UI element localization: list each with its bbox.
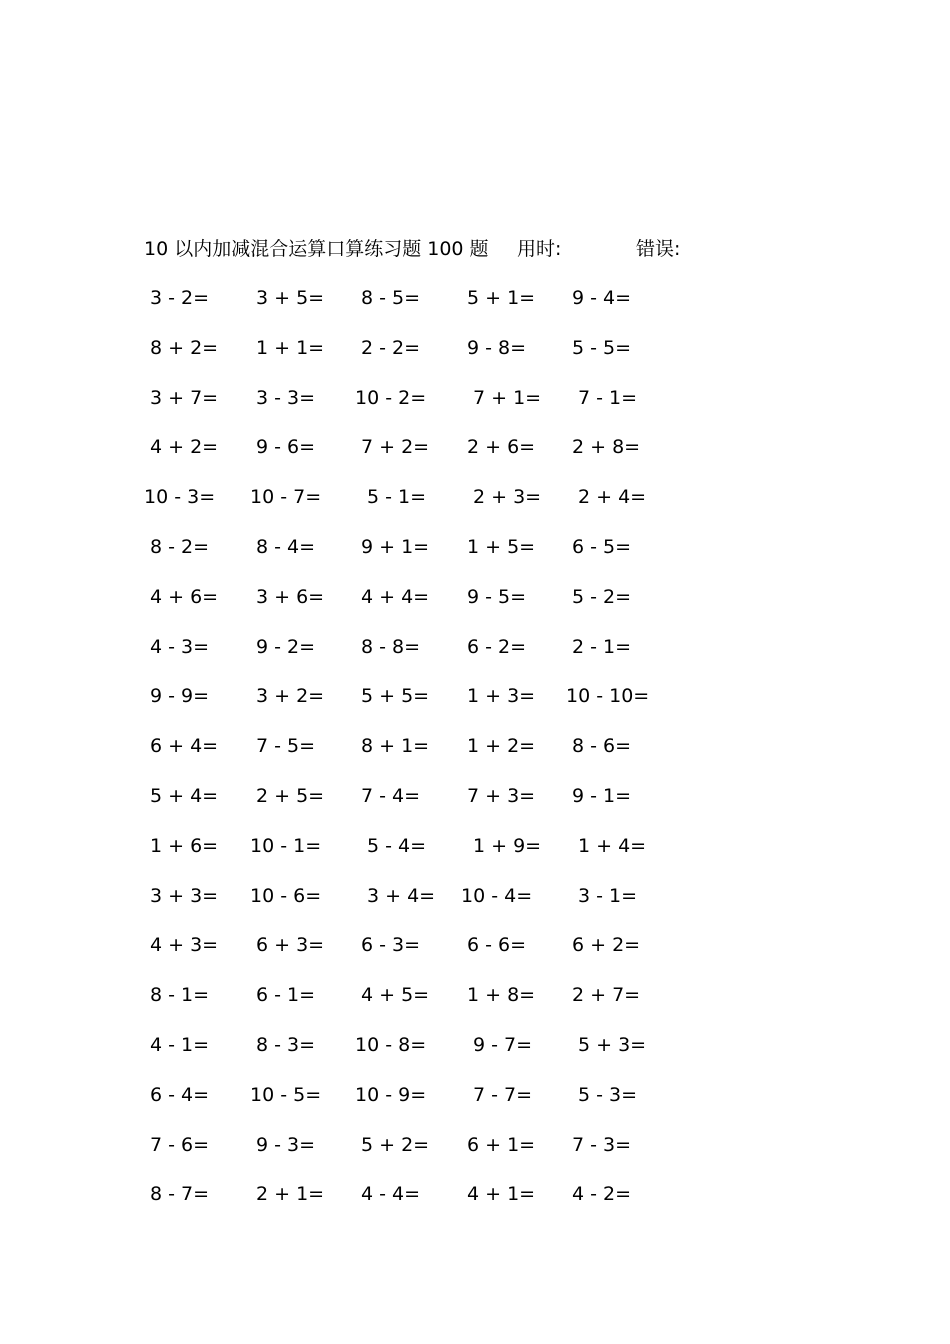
problem-cell: 5 + 5= xyxy=(361,685,430,708)
problem-row xyxy=(144,383,684,433)
problem-cell: 9 - 3= xyxy=(256,1133,316,1156)
problem-cell: 10 - 2= xyxy=(355,386,427,409)
problem-cell: 4 + 1= xyxy=(467,1183,536,1206)
problem-cell: 4 - 4= xyxy=(361,1183,421,1206)
problem-cell: 7 - 7= xyxy=(473,1083,533,1106)
problem-cell: 7 + 2= xyxy=(361,436,430,459)
problem-cell: 3 - 1= xyxy=(578,884,638,907)
problem-cell: 5 - 5= xyxy=(572,336,632,359)
problem-cell: 5 + 1= xyxy=(467,287,536,309)
problem-cell: 5 - 2= xyxy=(572,585,632,608)
problem-cell: 6 - 6= xyxy=(467,934,527,957)
problem-row xyxy=(144,681,684,731)
problem-cell: 8 + 2= xyxy=(150,336,219,359)
problem-cell: 8 - 3= xyxy=(256,1033,316,1056)
problem-cell: 5 + 4= xyxy=(150,784,219,807)
problem-cell: 2 + 7= xyxy=(572,984,641,1007)
problem-cell: 4 - 3= xyxy=(150,635,210,658)
problem-cell: 8 + 1= xyxy=(361,735,430,758)
problem-cell: 1 + 4= xyxy=(578,834,647,857)
problem-cell: 6 + 1= xyxy=(467,1133,536,1156)
problem-cell: 1 + 2= xyxy=(467,735,536,758)
problem-cell: 10 - 9= xyxy=(355,1083,427,1106)
worksheet-header xyxy=(144,234,744,264)
problem-cell: 6 - 4= xyxy=(150,1083,210,1106)
problem-cell: 9 - 6= xyxy=(256,436,316,459)
problem-row xyxy=(144,980,684,1030)
problem-cell: 7 - 3= xyxy=(572,1133,632,1156)
problem-cell: 2 + 3= xyxy=(473,486,542,509)
problem-row xyxy=(144,1130,684,1180)
problem-row xyxy=(144,1179,684,1229)
problem-cell: 8 - 1= xyxy=(150,984,210,1007)
problem-cell: 1 + 5= xyxy=(467,535,536,558)
problem-cell: 4 + 3= xyxy=(150,934,219,957)
problem-cell: 10 - 4= xyxy=(461,884,533,907)
problem-row xyxy=(144,632,684,682)
problem-row xyxy=(144,582,684,632)
problem-row xyxy=(144,881,684,931)
problem-cell: 1 + 8= xyxy=(467,984,536,1007)
problem-cell: 9 - 1= xyxy=(572,784,632,807)
problem-cell: 3 + 3= xyxy=(150,884,219,907)
problem-cell: 6 + 2= xyxy=(572,934,641,957)
problem-row xyxy=(144,333,684,383)
problem-cell: 1 + 6= xyxy=(150,834,219,857)
problem-row xyxy=(144,1080,684,1130)
problem-row xyxy=(144,831,684,881)
problem-cell: 8 - 4= xyxy=(256,535,316,558)
problem-cell: 4 + 5= xyxy=(361,984,430,1007)
problem-cell: 7 + 3= xyxy=(467,784,536,807)
problem-cell: 4 - 2= xyxy=(572,1183,632,1206)
problem-cell: 6 + 3= xyxy=(256,934,325,957)
problem-cell: 8 - 5= xyxy=(361,287,421,309)
problem-cell: 6 - 5= xyxy=(572,535,632,558)
problem-cell: 5 - 3= xyxy=(578,1083,638,1106)
problem-cell: 6 + 4= xyxy=(150,735,219,758)
problem-cell: 9 + 1= xyxy=(361,535,430,558)
problem-cell: 8 - 2= xyxy=(150,535,210,558)
problem-cell: 8 - 6= xyxy=(572,735,632,758)
problem-cell: 9 - 8= xyxy=(467,336,527,359)
problem-cell: 5 - 1= xyxy=(367,486,427,509)
problem-row xyxy=(144,432,684,482)
problem-cell: 3 + 7= xyxy=(150,386,219,409)
problem-cell: 3 - 2= xyxy=(150,287,210,309)
errors-label: 错误: xyxy=(636,238,681,260)
problem-cell: 5 + 3= xyxy=(578,1033,647,1056)
problem-cell: 4 - 1= xyxy=(150,1033,210,1056)
problem-cell: 7 - 6= xyxy=(150,1133,210,1156)
problem-cell: 7 - 1= xyxy=(578,386,638,409)
problem-cell: 9 - 2= xyxy=(256,635,316,658)
problem-cell: 10 - 5= xyxy=(250,1083,322,1106)
time-used-label: 用时: xyxy=(517,238,562,260)
problem-cell: 9 - 7= xyxy=(473,1033,533,1056)
problem-cell: 2 - 1= xyxy=(572,635,632,658)
problem-cell: 7 - 4= xyxy=(361,784,421,807)
problem-cell: 2 + 4= xyxy=(578,486,647,509)
problem-cell: 9 - 9= xyxy=(150,685,210,708)
problem-row xyxy=(144,781,684,831)
problem-cell: 2 + 5= xyxy=(256,784,325,807)
problem-cell: 9 - 4= xyxy=(572,287,632,309)
problem-cell: 3 + 6= xyxy=(256,585,325,608)
problem-cell: 5 - 4= xyxy=(367,834,427,857)
problem-cell: 10 - 7= xyxy=(250,486,322,509)
problem-cell: 10 - 10= xyxy=(566,685,650,708)
problem-cell: 1 + 1= xyxy=(256,336,325,359)
problem-row xyxy=(144,1030,684,1080)
problem-cell: 2 + 1= xyxy=(256,1183,325,1206)
problem-cell: 3 + 4= xyxy=(367,884,436,907)
problem-cell: 2 - 2= xyxy=(361,336,421,359)
problem-cell: 10 - 1= xyxy=(250,834,322,857)
problem-cell: 1 + 3= xyxy=(467,685,536,708)
problem-cell: 6 - 2= xyxy=(467,635,527,658)
problem-cell: 5 + 2= xyxy=(361,1133,430,1156)
problem-cell: 10 - 3= xyxy=(144,486,216,509)
problem-cell: 2 + 6= xyxy=(467,436,536,459)
problem-cell: 8 - 7= xyxy=(150,1183,210,1206)
problem-cell: 2 + 8= xyxy=(572,436,641,459)
problem-cell: 6 - 3= xyxy=(361,934,421,957)
problem-cell: 10 - 8= xyxy=(355,1033,427,1056)
problem-cell: 4 + 2= xyxy=(150,436,219,459)
problem-cell: 7 - 5= xyxy=(256,735,316,758)
problem-cell: 10 - 6= xyxy=(250,884,322,907)
problem-cell: 3 - 3= xyxy=(256,386,316,409)
problem-cell: 1 + 9= xyxy=(473,834,542,857)
problem-cell: 9 - 5= xyxy=(467,585,527,608)
problem-cell: 3 + 2= xyxy=(256,685,325,708)
problem-cell: 4 + 4= xyxy=(361,585,430,608)
problem-row xyxy=(144,283,684,333)
worksheet-title: 10 以内加减混合运算口算练习题 100 题 xyxy=(144,238,489,260)
problem-row xyxy=(144,930,684,980)
problem-cell: 7 + 1= xyxy=(473,386,542,409)
problem-row xyxy=(144,482,684,532)
problem-cell: 6 - 1= xyxy=(256,984,316,1007)
problem-cell: 4 + 6= xyxy=(150,585,219,608)
problem-row xyxy=(144,731,684,781)
problem-grid xyxy=(144,283,684,1229)
problem-row xyxy=(144,532,684,582)
problem-cell: 8 - 8= xyxy=(361,635,421,658)
problem-cell: 3 + 5= xyxy=(256,287,325,309)
